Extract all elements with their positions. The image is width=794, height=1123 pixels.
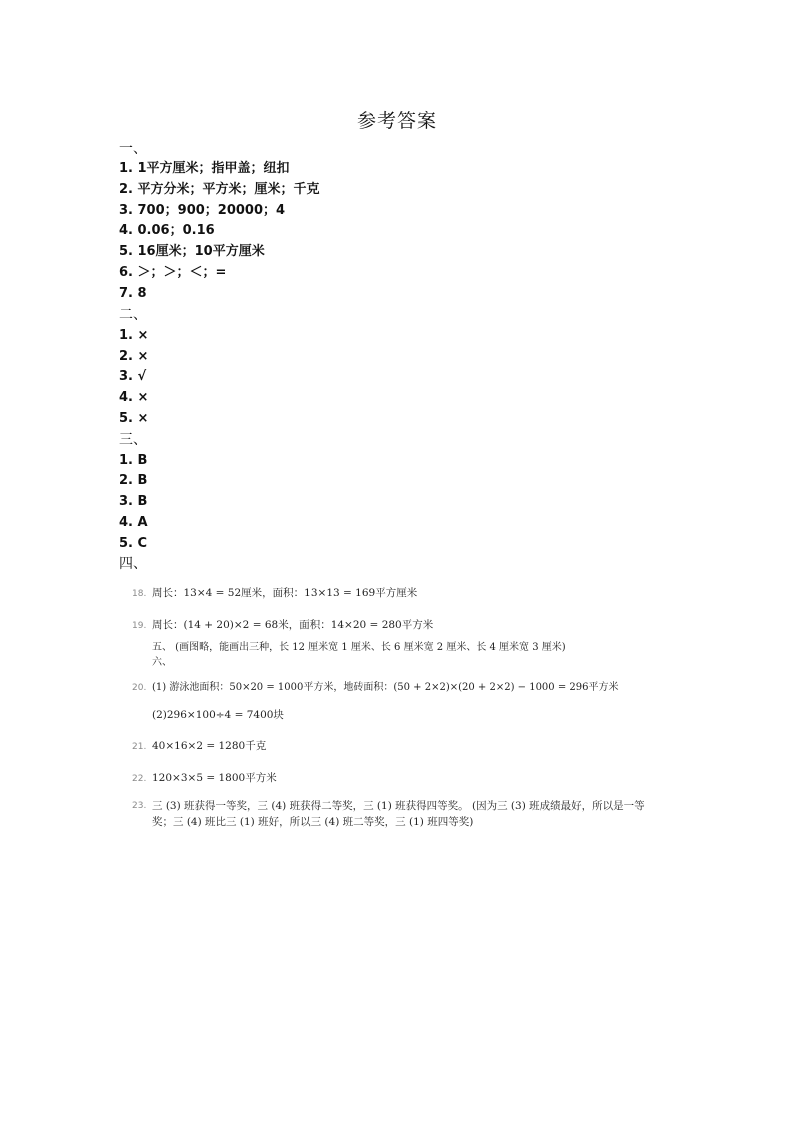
answer-1-3: 3. 700；900；20000；4 [119, 203, 286, 218]
answer-1-5: 5. 16厘米；10平方厘米 [119, 244, 265, 259]
answer-text: (1) 游泳池面积：50×20 = 1000平方米，地砖面积：(50 + 2×2)×(20 + 2×2) − 1000 = 296平方米 [152, 682, 619, 693]
answer-2-4: 4. × [119, 390, 149, 405]
answer-2-3: 3. √ [119, 369, 147, 384]
section-heading-1: 一、 [119, 141, 147, 157]
answer-3-2: 2. B [119, 473, 148, 488]
section-heading-6: 六、 [152, 657, 172, 668]
answer-text: 40×16×2 = 1280千克 [152, 740, 267, 752]
answer-3-4: 4. A [119, 515, 148, 530]
answer-2-2: 2. × [119, 349, 149, 364]
question-23: 三 (3) 班获得一等奖，三 (4) 班获得二等奖，三 (1) 班获得四等奖。 (因为三 (3) 班成绩最好，所以是一等奖；三 (4) 班比三 (1) 班好，所以三 (4) 班二等奖，三 (1) 班四等奖) [152, 800, 645, 828]
question-22 [132, 770, 277, 787]
section-5-note: 五、 (画图略，能画出三种，长 12 厘米宽 1 厘米、长 6 厘米宽 2 厘米、长 4 厘米宽 3 厘米) [152, 642, 566, 653]
answer-1-2: 2. 平方分米；平方米；厘米；千克 [119, 182, 320, 197]
answer-text: 120×3×5 = 1800平方米 [152, 772, 277, 784]
answer-3-1: 1. B [119, 453, 148, 468]
question-number: 21. [132, 742, 147, 752]
answer-3-5: 5. C [119, 536, 148, 551]
answer-2-5: 5. × [119, 411, 149, 426]
question-number: 22. [132, 774, 147, 784]
question-18 [132, 585, 417, 602]
question-20 [132, 680, 618, 696]
page-title: 参考答案 [356, 110, 437, 132]
section-heading-4: 四、 [119, 556, 147, 572]
answer-1-6: 6. ＞；＞；＜；= [119, 265, 227, 280]
question-19 [132, 617, 433, 634]
question-number: 19. [132, 621, 147, 631]
answer-1-4: 4. 0.06；0.16 [119, 223, 215, 238]
answer-text: 周长：(14 + 20)×2 = 68米，面积：14×20 = 280平方米 [152, 619, 434, 631]
section-heading-3: 三、 [119, 432, 147, 448]
answer-1-1: 1. 1平方厘米；指甲盖；纽扣 [119, 161, 290, 176]
answer-text: 周长：13×4 = 52厘米，面积：13×13 = 169平方厘米 [152, 587, 418, 599]
section-heading-2: 二、 [119, 307, 147, 323]
answer-3-3: 3. B [119, 494, 148, 509]
question-20-part-2: (2)296×100÷4 = 7400块 [152, 709, 284, 721]
question-number: 20. [132, 683, 147, 693]
question-23-number: 23. [132, 801, 147, 811]
question-number: 18. [132, 589, 147, 599]
question-21 [132, 738, 266, 755]
answer-1-7: 7. 8 [119, 286, 147, 301]
answer-2-1: 1. × [119, 328, 149, 343]
